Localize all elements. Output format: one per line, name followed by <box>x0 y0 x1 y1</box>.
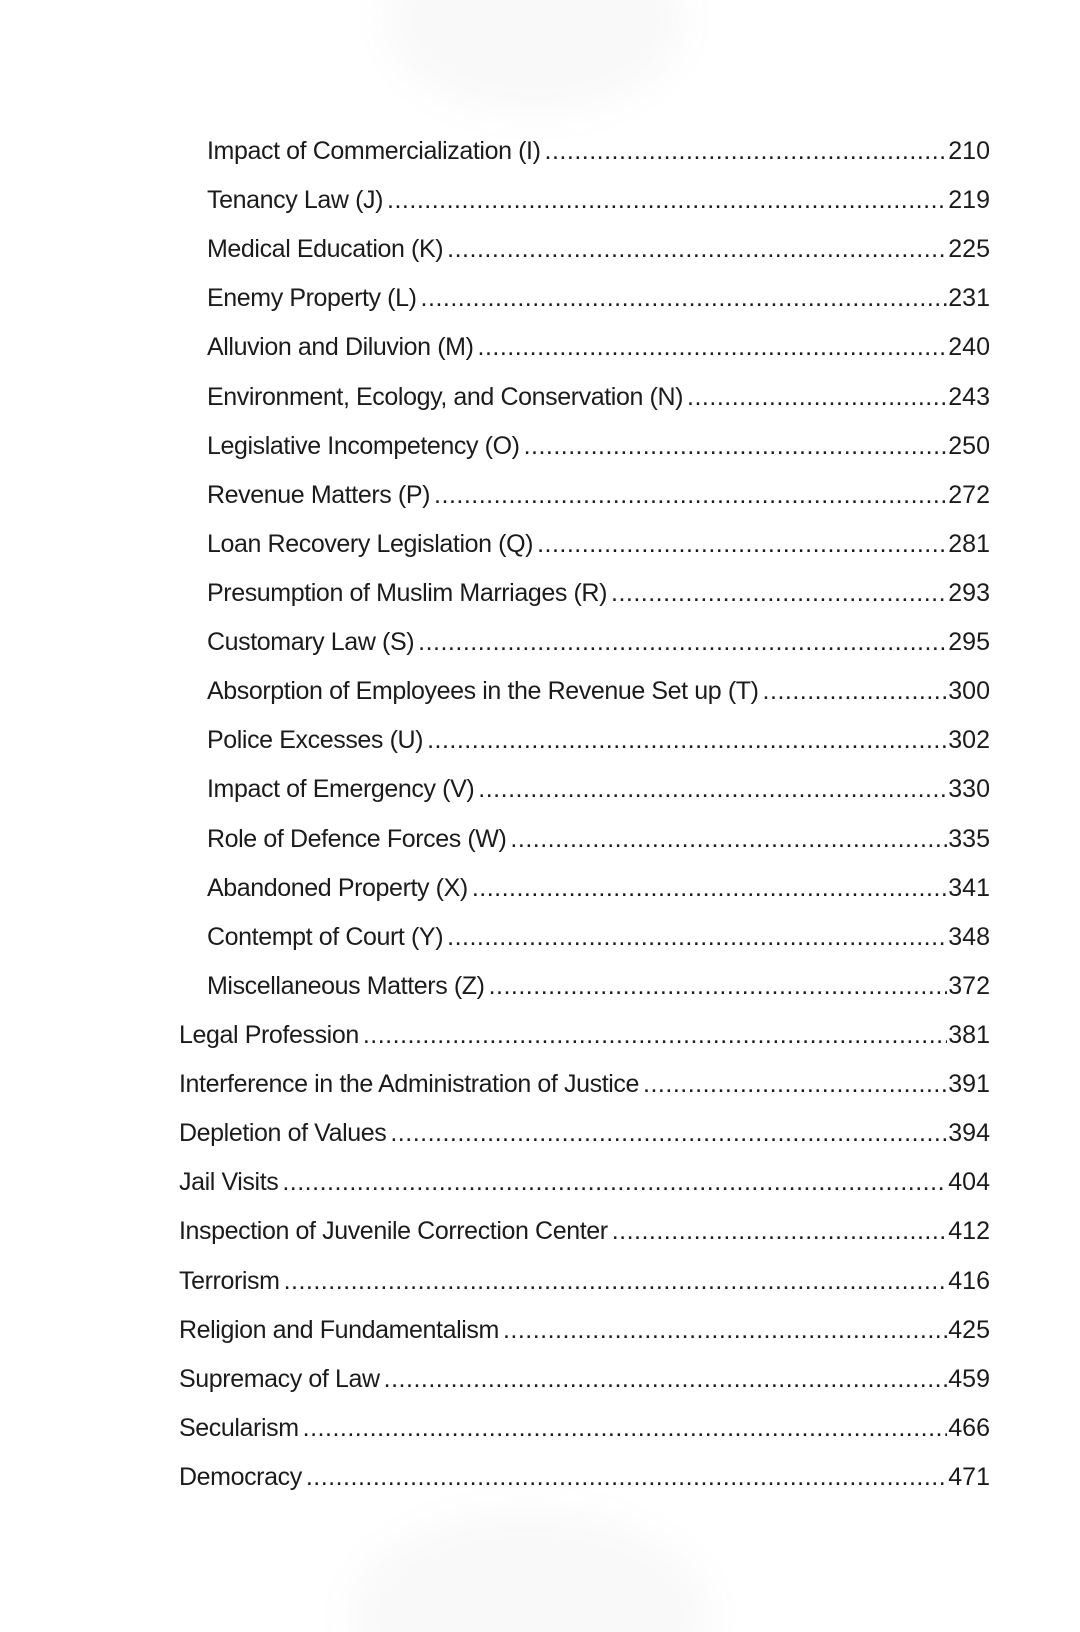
toc-dot-leader <box>478 323 948 372</box>
toc-entry-title: Depletion of Values <box>179 1119 387 1148</box>
toc-entry <box>207 323 990 372</box>
toc-entry <box>179 1306 990 1355</box>
toc-entry-page-number: 281 <box>948 529 990 558</box>
toc-entry <box>207 962 990 1011</box>
toc-entry-page-number: 372 <box>948 971 990 1000</box>
toc-entry-title: Medical Education (K) <box>207 235 444 264</box>
toc-entry <box>207 765 990 814</box>
toc-dot-leader <box>384 1355 948 1404</box>
toc-dot-leader <box>612 1207 948 1256</box>
toc-entry <box>207 373 990 422</box>
toc-entry-page-number: 330 <box>948 775 990 804</box>
toc-entry-title: Miscellaneous Matters (Z) <box>207 971 485 1000</box>
toc-entry <box>179 1011 990 1060</box>
toc-entry-page-number: 335 <box>948 824 990 853</box>
toc-entry-title: Terrorism <box>179 1266 280 1295</box>
toc-entry-page-number: 466 <box>948 1413 990 1442</box>
toc-entry <box>207 618 990 667</box>
toc-entry-title: Inspection of Juvenile Correction Center <box>179 1217 608 1246</box>
toc-dot-leader <box>489 962 948 1011</box>
toc-entry-title: Jail Visits <box>179 1168 279 1197</box>
toc-entry <box>207 913 990 962</box>
toc-entry-title: Enemy Property (L) <box>207 284 417 313</box>
toc-entry <box>207 422 990 471</box>
toc-entry-title: Legal Profession <box>179 1020 359 1049</box>
toc-entry-page-number: 381 <box>948 1020 990 1049</box>
toc-entry-title: Customary Law (S) <box>207 628 415 657</box>
toc-entry <box>179 1060 990 1109</box>
toc-entry-page-number: 293 <box>948 578 990 607</box>
toc-entry-title: Revenue Matters (P) <box>207 480 431 509</box>
toc-entry-page-number: 425 <box>948 1315 990 1344</box>
toc-entry <box>179 1109 990 1158</box>
toc-entry-title: Role of Defence Forces (W) <box>207 824 507 853</box>
toc-entry <box>207 520 990 569</box>
toc-entry <box>207 569 990 618</box>
toc-dot-leader <box>390 1109 947 1158</box>
toc-entry-page-number: 300 <box>948 677 990 706</box>
toc-entry <box>207 274 990 323</box>
toc-dot-leader <box>763 667 948 716</box>
toc-entry-title: Tenancy Law (J) <box>207 186 384 215</box>
toc-entry <box>207 225 990 274</box>
toc-entry-title: Contempt of Court (Y) <box>207 922 444 951</box>
toc-entry-title: Abandoned Property (X) <box>207 873 468 902</box>
toc-dot-leader <box>447 913 947 962</box>
toc-dot-leader <box>478 765 947 814</box>
toc-entry <box>207 667 990 716</box>
toc-entry <box>179 1453 990 1502</box>
toc-dot-leader <box>427 716 947 765</box>
toc-entry-page-number: 471 <box>948 1462 990 1491</box>
toc-entry-page-number: 240 <box>948 333 990 362</box>
toc-dot-leader <box>421 274 948 323</box>
toc-entry <box>207 815 990 864</box>
toc-entry <box>179 1158 990 1207</box>
table-of-contents <box>0 127 1080 1502</box>
toc-entry-title: Democracy <box>179 1462 302 1491</box>
toc-entry-title: Impact of Commercialization (I) <box>207 137 541 165</box>
toc-entry-title: Absorption of Employees in the Revenue Set up (T) <box>207 677 759 706</box>
toc-entry <box>179 1257 990 1306</box>
toc-dot-leader <box>434 471 947 520</box>
toc-entry <box>207 176 990 225</box>
toc-entry-title: Environment, Ecology, and Conservation (N) <box>207 382 684 411</box>
toc-entry-page-number: 243 <box>948 382 990 411</box>
toc-entry-page-number: 210 <box>948 137 990 165</box>
toc-dot-leader <box>687 373 947 422</box>
toc-entry-page-number: 348 <box>948 922 990 951</box>
toc-entry-title: Secularism <box>179 1413 299 1442</box>
toc-entry-title: Loan Recovery Legislation (Q) <box>207 529 534 558</box>
toc-entry <box>207 716 990 765</box>
toc-entry <box>179 1404 990 1453</box>
toc-entry-title: Alluvion and Diluvion (M) <box>207 333 474 362</box>
toc-dot-leader <box>418 618 947 667</box>
toc-entry-page-number: 272 <box>948 480 990 509</box>
toc-dot-leader <box>643 1060 947 1109</box>
toc-entry-title: Interference in the Administration of Justice <box>179 1070 640 1099</box>
toc-dot-leader <box>537 520 947 569</box>
toc-entry-page-number: 225 <box>948 235 990 264</box>
toc-dot-leader <box>387 176 947 225</box>
toc-entry-title: Supremacy of Law <box>179 1364 380 1393</box>
toc-entry <box>207 127 990 176</box>
toc-entry-title: Presumption of Muslim Marriages (R) <box>207 578 607 607</box>
toc-dot-leader <box>545 127 948 176</box>
toc-entry-page-number: 302 <box>948 726 990 755</box>
toc-dot-leader <box>303 1404 948 1453</box>
toc-dot-leader <box>306 1453 947 1502</box>
scan-smudge-bottom <box>350 1510 710 1632</box>
toc-dot-leader <box>611 569 947 618</box>
toc-entry-page-number: 459 <box>948 1364 990 1393</box>
toc-entry <box>179 1207 990 1256</box>
toc-entry-page-number: 219 <box>948 186 990 215</box>
toc-dot-leader <box>472 864 947 913</box>
toc-entry-title: Police Excesses (U) <box>207 726 424 755</box>
toc-entry <box>207 471 990 520</box>
toc-dot-leader <box>503 1306 947 1355</box>
scan-smudge-top <box>385 0 685 115</box>
toc-entry-title: Impact of Emergency (V) <box>207 775 475 804</box>
toc-entry-page-number: 394 <box>948 1119 990 1148</box>
toc-dot-leader <box>510 815 947 864</box>
toc-entry-page-number: 391 <box>948 1070 990 1099</box>
toc-entry-page-number: 412 <box>948 1217 990 1246</box>
toc-entry-page-number: 250 <box>948 431 990 460</box>
toc-entry <box>179 1355 990 1404</box>
toc-entry-title: Legislative Incompetency (O) <box>207 431 520 460</box>
toc-entry-title: Religion and Fundamentalism <box>179 1315 499 1344</box>
toc-dot-leader <box>524 422 948 471</box>
toc-entry <box>207 864 990 913</box>
toc-entry-page-number: 231 <box>948 284 990 313</box>
toc-dot-leader <box>363 1011 947 1060</box>
toc-entry-page-number: 341 <box>948 873 990 902</box>
toc-dot-leader <box>447 225 947 274</box>
toc-dot-leader <box>282 1158 947 1207</box>
toc-entry-page-number: 404 <box>948 1168 990 1197</box>
toc-entry-page-number: 295 <box>948 628 990 657</box>
toc-dot-leader <box>284 1257 948 1306</box>
toc-entry-page-number: 416 <box>948 1266 990 1295</box>
